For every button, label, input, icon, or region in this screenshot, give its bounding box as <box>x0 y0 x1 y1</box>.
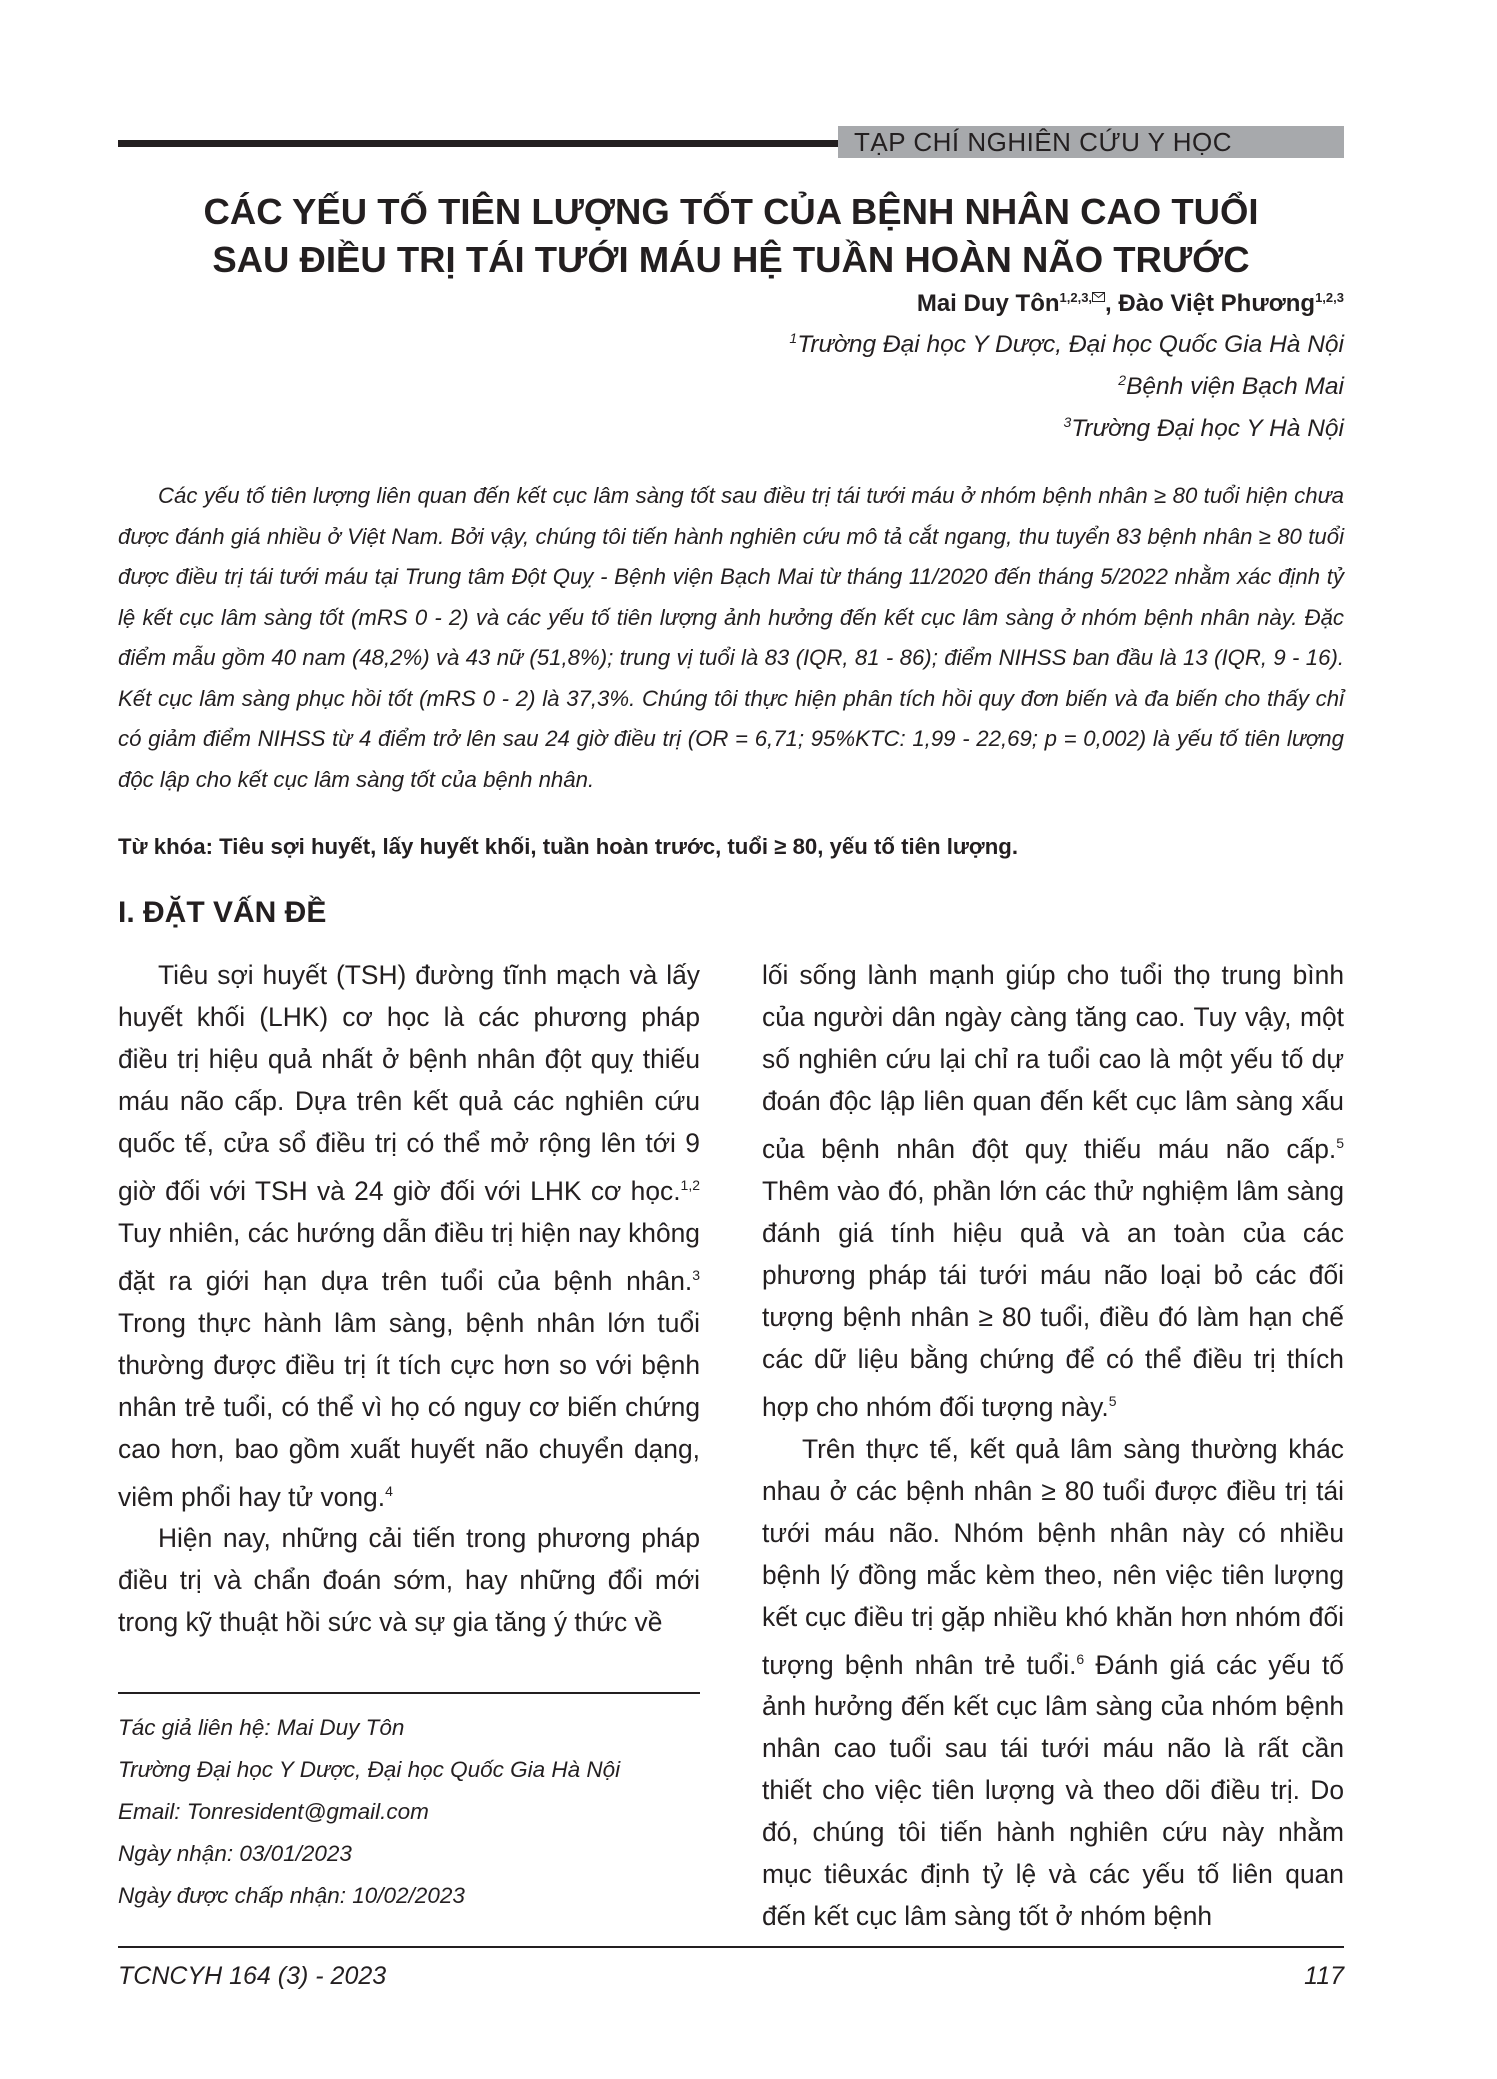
footnote-rule <box>118 1692 700 1694</box>
affiliation-sup: 3 <box>1063 414 1072 430</box>
paragraph-text: Trên thực tế, kết quả lâm sàng thường khác nhau ở các bệnh nhân ≥ 80 tuổi được điều trị tái tưới máu não. Nhóm bệnh nhân này có nhiều bệnh lý đồng mắc kèm theo, nên việc tiên lượng kết cục điều trị gặp nhiều khó khăn hơn nhóm đối tượng bệnh nhân trẻ tuổi. <box>762 1433 1344 1680</box>
title-line-1: CÁC YẾU TỐ TIÊN LƯỢNG TỐT CỦA BỆNH NHÂN CAO TUỔI <box>203 191 1259 232</box>
envelope-icon <box>1092 290 1105 305</box>
paragraph-text: Trong thực hành lâm sàng, bệnh nhân lớn tuổi thường được điều trị ít tích cực hơn so với bệnh nhân trẻ tuổi, có thể vì họ có nguy cơ biến chứng cao hơn, bao gồm xuất huyết não chuyển dạng, viêm phổi hay tử vong. <box>118 1307 700 1512</box>
paragraph-text: Đánh giá các yếu tố ảnh hưởng đến kết cục lâm sàng của nhóm bệnh nhân cao tuổi sau tái tưới máu não là rất cần thiết cho việc tiên lượng và theo dõi điều trị. Do đó, chúng tôi tiến hành nghiên cứu này nhằm mục tiêuxác định tỷ lệ và các yếu tố liên quan đến kết cục lâm sàng tốt ở nhóm bệnh <box>762 1649 1344 1932</box>
footnote-accepted: Ngày được chấp nhận: 10/02/2023 <box>118 1883 465 1908</box>
header-rule <box>118 140 838 147</box>
title-line-2: SAU ĐIỀU TRỊ TÁI TƯỚI MÁU HỆ TUẦN HOÀN NÃO TRƯỚC <box>212 239 1250 280</box>
citation-ref: 4 <box>385 1482 393 1499</box>
citation-ref: 5 <box>1336 1135 1344 1151</box>
footnote-institution: Trường Đại học Y Dược, Đại học Quốc Gia Hà Nội <box>118 1757 621 1782</box>
affiliation-text: Trường Đại học Y Dược, Đại học Quốc Gia Hà Nội <box>797 331 1344 359</box>
paragraph <box>118 954 700 1517</box>
footnote-email: Email: Tonresident@gmail.com <box>118 1799 429 1824</box>
keywords: Từ khóa: Tiêu sợi huyết, lấy huyết khối, tuần hoàn trước, tuổi ≥ 80, yếu tố tiên lượng. <box>118 834 1018 859</box>
paragraph-text: Hiện nay, những cải tiến trong phương pháp điều trị và chẩn đoán sớm, hay những đổi mới trong kỹ thuật hồi sức và sự gia tăng ý thức về <box>118 1523 700 1638</box>
paragraph-text: Tuy nhiên, các hướng dẫn điều trị hiện nay không đặt ra giới hạn dựa trên tuổi của bệnh nhân. <box>118 1217 700 1296</box>
affiliation-1 <box>789 330 1344 359</box>
journal-banner: TẠP CHÍ NGHIÊN CỨU Y HỌC <box>838 126 1344 158</box>
affiliation-2 <box>1118 372 1344 401</box>
footnote-received: Ngày nhận: 03/01/2023 <box>118 1841 352 1866</box>
author-separator: , <box>1105 290 1119 317</box>
paragraph <box>762 1428 1344 1938</box>
paragraph-text: Tiêu sợi huyết (TSH) đường tĩnh mạch và lấy huyết khối (LHK) cơ học là các phương pháp điều trị hiệu quả nhất ở bệnh nhân đột quỵ thiếu máu não cấp. Dựa trên kết quả các nghiên cứu quốc tế, cửa sổ điều trị có thể mở rộng lên tới 9 giờ đối với TSH và 24 giờ đối với LHK cơ học. <box>118 960 700 1206</box>
affiliation-3 <box>1063 414 1344 443</box>
citation-ref: 6 <box>1076 1650 1085 1667</box>
author-affiliation-sup: 1,2,3 <box>1315 290 1344 305</box>
paragraph-text: lối sống lành mạnh giúp cho tuổi thọ trung bình của người dân ngày càng tăng cao. Tuy vậy, một số nghiên cứu lại chỉ ra tuổi cao là một yếu tố dự đoán độc lập liên quan đến kết cục lâm sàng xấu của bệnh nhân đột quỵ thiếu máu não cấp. <box>762 960 1344 1164</box>
left-column <box>118 954 700 1643</box>
citation-ref: 3 <box>692 1266 700 1283</box>
paragraph-text: Thêm vào đó, phần lớn các thử nghiệm lâm sàng đánh giá tính hiệu quả và an toàn của các phương pháp tái tưới máu não loại bỏ các đối tượng bệnh nhân ≥ 80 tuổi, điều đó làm hạn chế các dữ liệu bằng chứng để có thể điều trị thích hợp cho nhóm đối tượng này. <box>762 1175 1344 1422</box>
section-heading: I. ĐẶT VẤN ĐỀ <box>118 896 327 929</box>
citation-ref: 5 <box>1108 1392 1117 1409</box>
affiliation-sup: 2 <box>1118 372 1127 388</box>
footer-citation: TCNCYH 164 (3) - 2023 <box>118 1962 387 1990</box>
article-title <box>118 188 1344 284</box>
abstract: Các yếu tố tiên lượng liên quan đến kết cục lâm sàng tốt sau điều trị tái tưới máu ở nhóm bệnh nhân ≥ 80 tuổi hiện chưa được đánh giá nhiều ở Việt Nam. Bởi vậy, chúng tôi tiến hành nghiên cứu mô tả cắt ngang, thu tuyển 83 bệnh nhân ≥ 80 tuổi được điều trị tái tưới máu tại Trung tâm Đột Quỵ - Bệnh viện Bạch Mai từ tháng 11/2020 đến tháng 5/2022 nhằm xác định tỷ lệ kết cục lâm sàng tốt (mRS 0 - 2) và các yếu tố tiên lượng ảnh hưởng đến kết cục lâm sàng ở nhóm bệnh nhân này. Đặc điểm mẫu gồm 40 nam (48,2%) và 43 nữ (51,8%); trung vị tuổi là 83 (IQR, 81 - 86); điểm NIHSS ban đầu là 13 (IQR, 9 - 16). Kết cục lâm sàng phục hồi tốt (mRS 0 - 2) là 37,3%. Chúng tôi thực hiện phân tích hồi quy đơn biến và đa biến cho thấy chỉ có giảm điểm NIHSS từ 4 điểm trở lên sau 24 giờ điều trị (OR = 6,71; 95%KTC: 1,99 - 22,69; p = 0,002) là yếu tố tiên lượng độc lập cho kết cục lâm sàng tốt của bệnh nhân. <box>118 483 1344 792</box>
affiliation-text: Trường Đại học Y Hà Nội <box>1071 415 1344 443</box>
page-number: 117 <box>1304 1962 1344 1990</box>
author-name: Mai Duy Tôn <box>916 290 1060 317</box>
affiliation-sup: 1 <box>789 330 798 346</box>
right-column <box>762 954 1344 1937</box>
author-name: Đào Việt Phương <box>1118 290 1316 317</box>
citation-ref: 1,2 <box>680 1177 700 1193</box>
paragraph <box>762 954 1344 1428</box>
footer-rule <box>118 1946 1344 1948</box>
author-affiliation-sup: 1,2,3, <box>1059 290 1093 305</box>
footnote-contact: Tác giả liên hệ: Mai Duy Tôn <box>118 1715 405 1740</box>
paragraph <box>118 1517 700 1643</box>
author-list <box>917 290 1344 318</box>
affiliation-text: Bệnh viện Bạch Mai <box>1126 373 1344 401</box>
correspondence-footnote <box>118 1707 718 1917</box>
